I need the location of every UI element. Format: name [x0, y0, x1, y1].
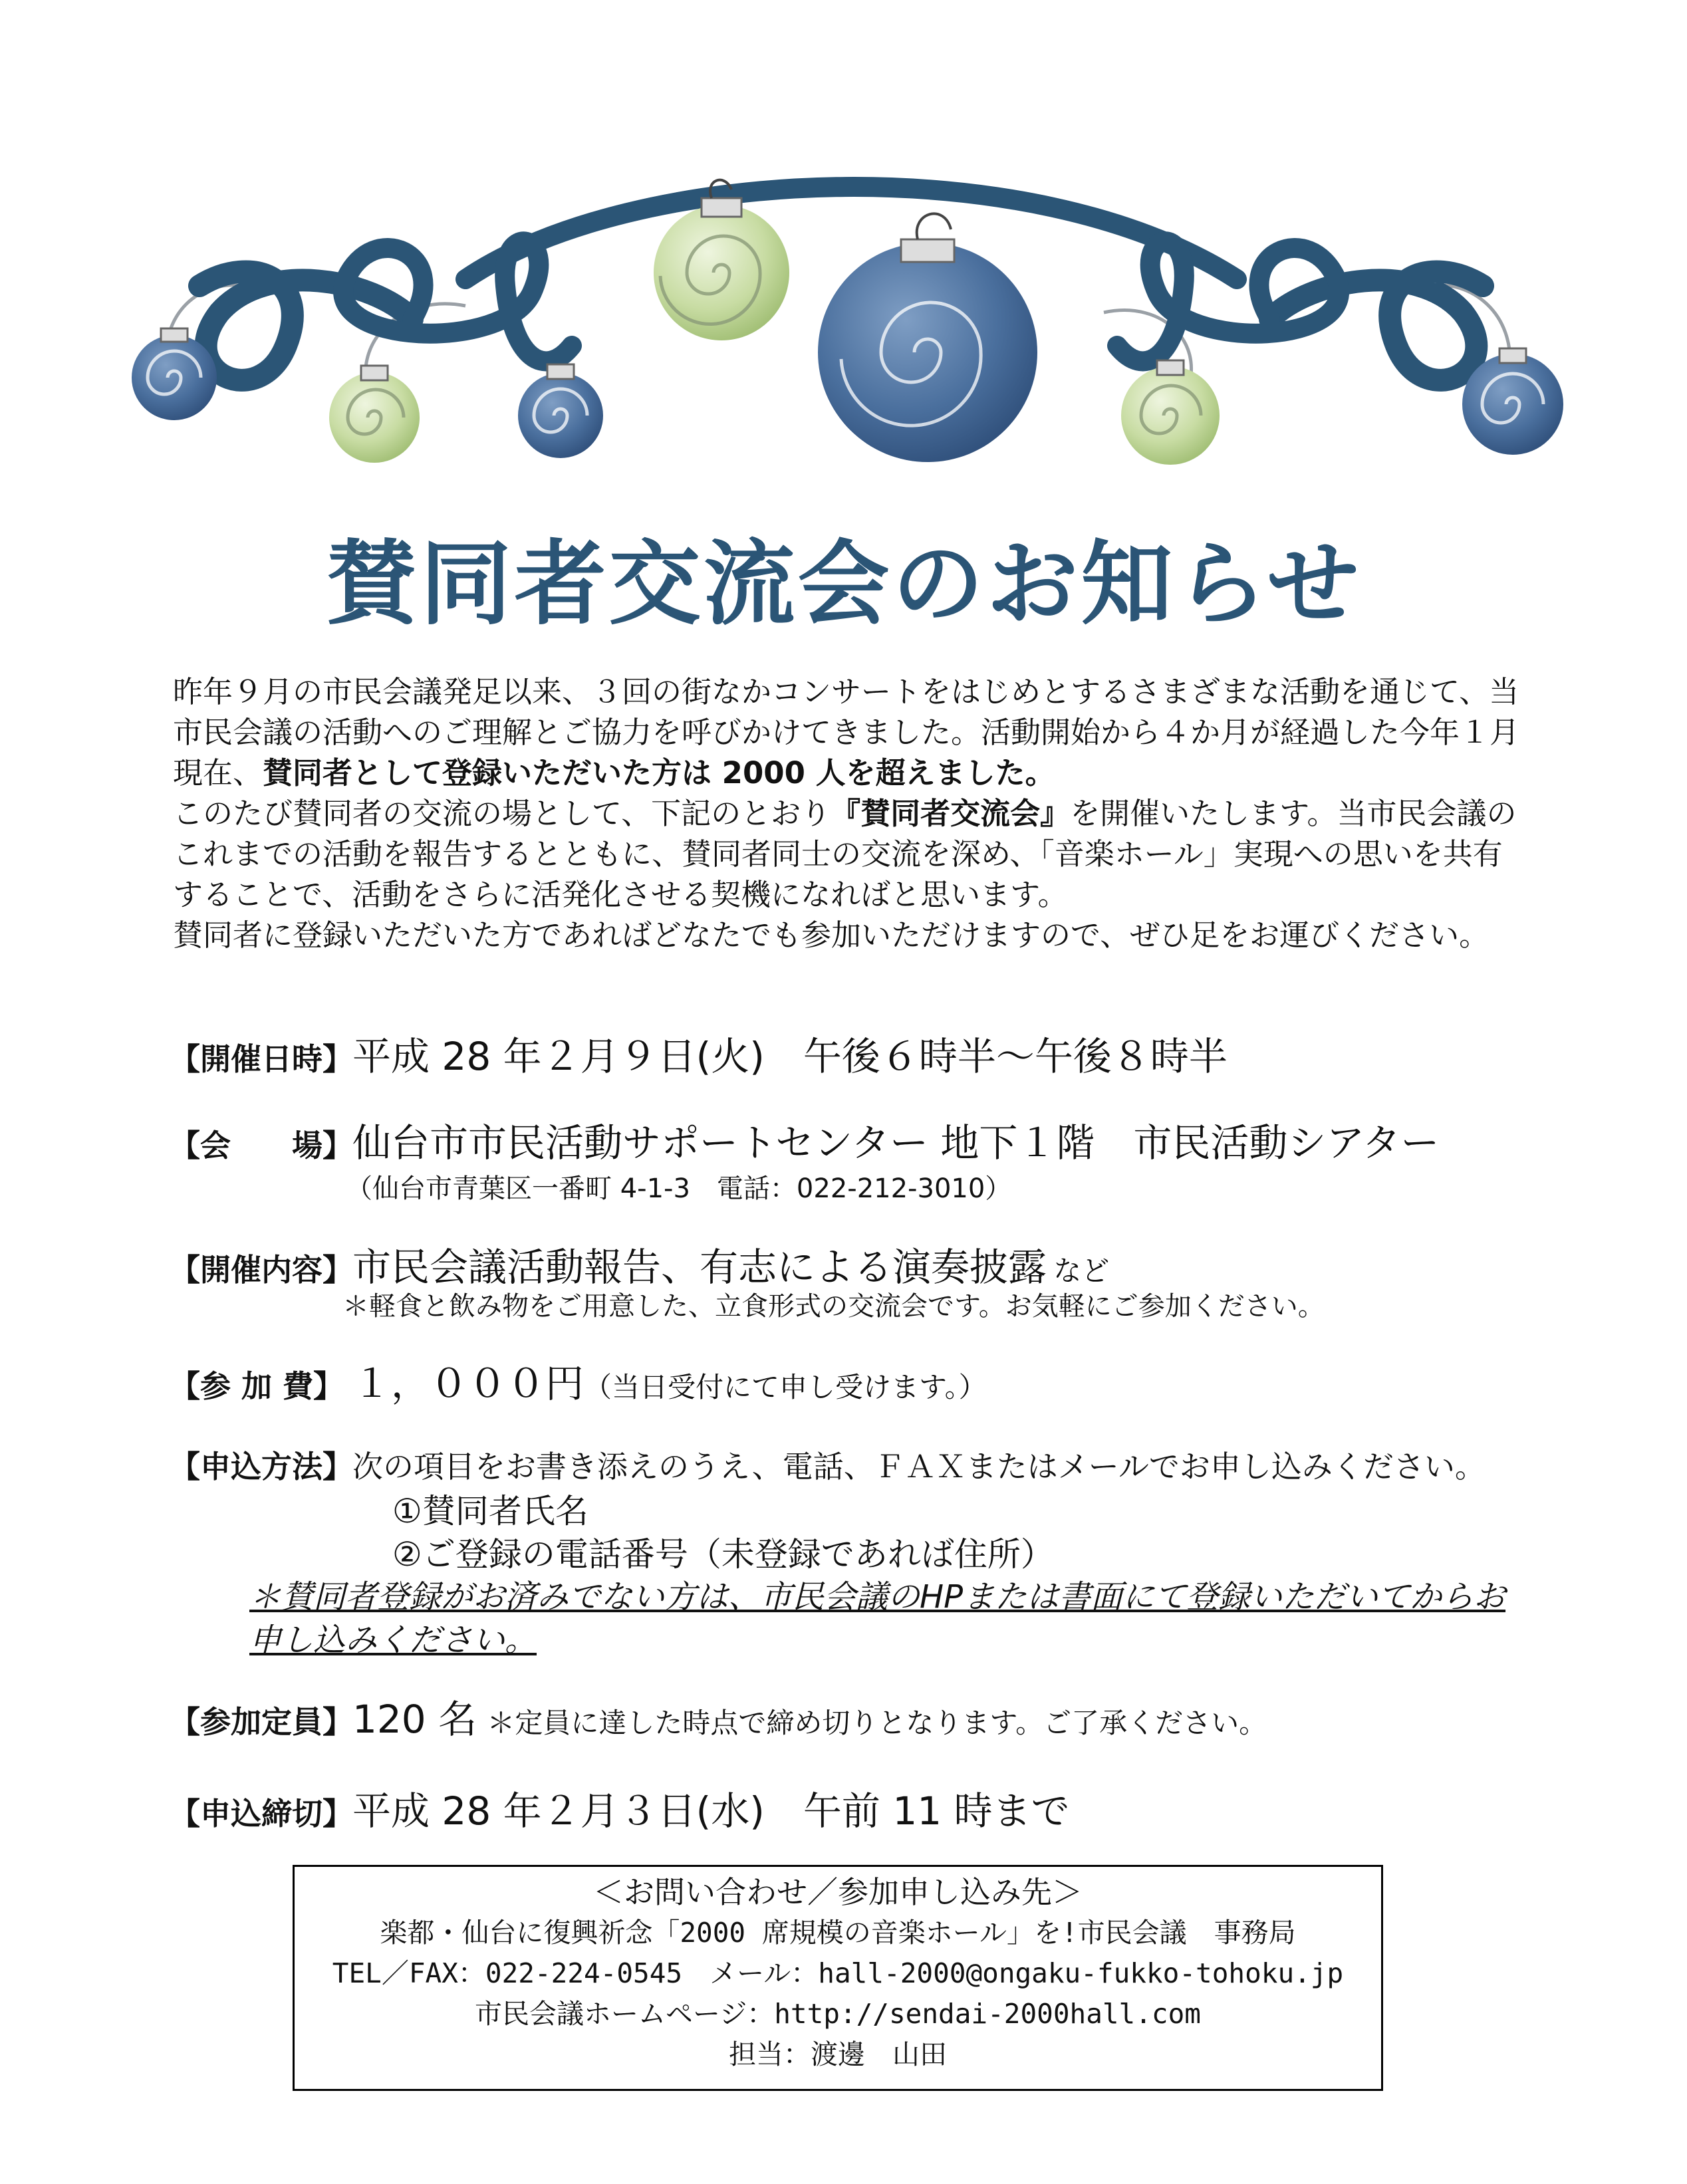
fee-row — [170, 1361, 987, 1406]
content-tail: など — [1053, 1255, 1110, 1287]
contact-staff: 担当：渡邊 山田 — [729, 2038, 947, 2070]
capacity-value: 120 名 — [352, 1697, 477, 1742]
apply-item-1: ①賛同者氏名 — [392, 1492, 588, 1530]
capacity-note: ＊定員に達した時点で締め切りとなります。ご了承ください。 — [487, 1707, 1267, 1739]
deadline-label: 【申込締切】 — [170, 1796, 353, 1832]
page-title: 賛同者交流会のお知らせ — [325, 531, 1362, 638]
fee-value: １，０００円 — [352, 1361, 584, 1406]
content-value: 市民会議活動報告、有志による演奏披露 — [352, 1245, 1047, 1290]
date-label: 【開催日時】 — [170, 1041, 353, 1077]
fee-label: 【参 加 費】 — [170, 1368, 344, 1404]
apply-value: 次の項目をお書き添えのうえ、電話、ＦＡＸまたはメールでお申し込みください。 — [352, 1449, 1486, 1485]
capacity-row — [170, 1697, 1267, 1742]
contact-box — [293, 1865, 1383, 2091]
contact-heading: ＜お問い合わせ／参加申し込み先＞ — [593, 1874, 1083, 1910]
content-label: 【開催内容】 — [170, 1252, 353, 1288]
ornament-ribbon-illustration — [0, 0, 1687, 505]
venue-label: 【会 場】 — [170, 1128, 353, 1163]
intro-paragraph-2: このたび賛同者の交流の場として、下記のとおり『賛同者交流会』を開催いたします。当市民会議のこれまでの活動を報告するとともに、賛同者同士の交流を深め、「音楽ホール」実現への思いを共有することで、活動をさらに活発化させる契機になればと思います。 — [173, 796, 1517, 912]
contact-organization: 楽都・仙台に復興祈念「2000 席規模の音楽ホール」を!市民会議 事務局 — [380, 1917, 1296, 1949]
apply-label: 【申込方法】 — [170, 1449, 353, 1485]
deadline-row — [170, 1788, 1070, 1834]
date-value: 平成 28 年２月９日(火) 午後６時半～午後８時半 — [352, 1034, 1228, 1079]
apply-row — [170, 1449, 1486, 1485]
venue-value: 仙台市市民活動サポートセンター 地下１階 市民活動シアター — [352, 1120, 1440, 1165]
date-row — [170, 1034, 1228, 1079]
apply-warning: ＊賛同者登録がお済みでない方は、市民会議のHPまたは書面にて登録いただいてからお申し込みください。 — [249, 1578, 1506, 1659]
intro-text — [173, 671, 1529, 955]
fee-note: （当日受付にて申し受けます。） — [584, 1371, 987, 1403]
venue-row — [170, 1120, 1440, 1165]
apply-item-2: ②ご登録の電話番号（未登録であれば住所） — [392, 1535, 1054, 1574]
contact-tel-email: TEL／FAX：022-224-0545 メール：hall-2000@ongaku-fukko-tohoku.jp — [332, 1957, 1344, 1989]
content-row — [170, 1245, 1110, 1290]
capacity-label: 【参加定員】 — [170, 1704, 353, 1740]
intro-paragraph-1: 昨年９月の市民会議発足以来、３回の街なかコンサートをはじめとするさまざまな活動を通じて、当市民会議の活動へのご理解とご協力を呼びかけてきました。活動開始から４か月が経過した今年１月現在、賛同者として登録いただいた方は 2000 人を超えました。 — [173, 674, 1520, 790]
content-note: ＊軽食と飲み物をご用意した、立食形式の交流会です。お気軽にご参加ください。 — [342, 1291, 1325, 1322]
deadline-value: 平成 28 年２月３日(水) 午前 11 時まで — [352, 1788, 1070, 1834]
contact-website: 市民会議ホームページ：http://sendai-2000hall.com — [475, 1998, 1201, 2030]
venue-address: （仙台市青葉区一番町 4-1-3 電話：022-212-3010） — [346, 1173, 1012, 1204]
intro-paragraph-3: 賛同者に登録いただいた方であればどなたでも参加いただけますので、ぜひ足をお運びください。 — [173, 917, 1490, 953]
